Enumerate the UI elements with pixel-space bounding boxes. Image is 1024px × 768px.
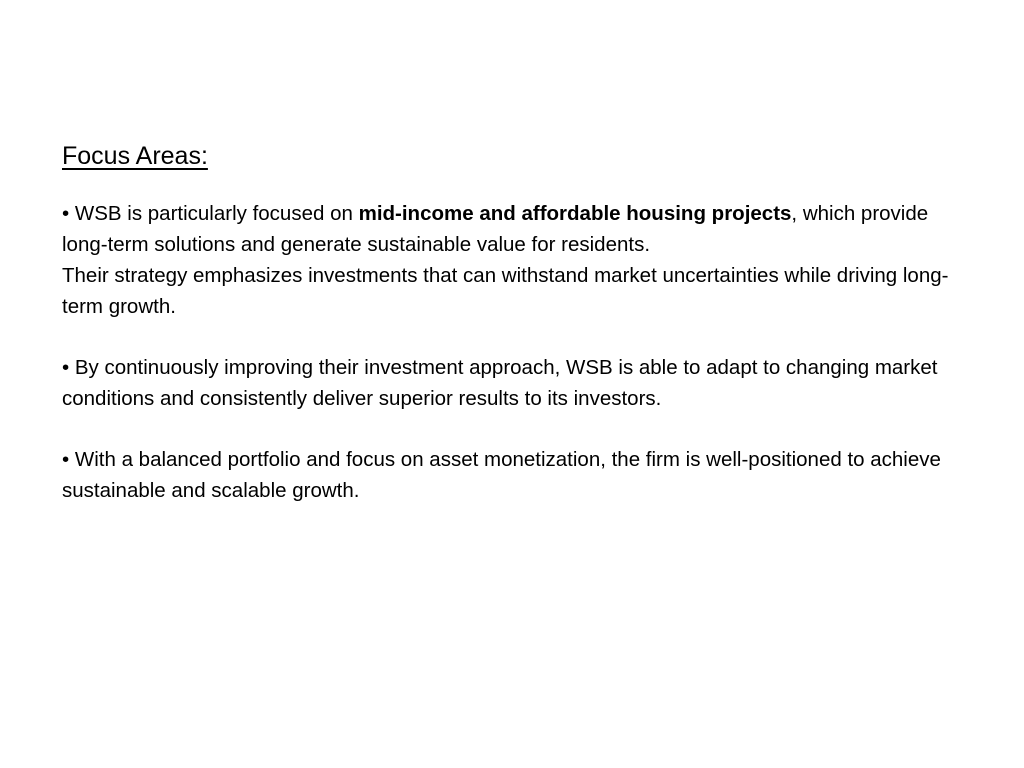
bullet-3-text: With a balanced portfolio and focus on asset monetization, the firm is well-positioned to achieve sustainable and scalable growth. <box>62 448 941 502</box>
bullet-paragraph-1 <box>62 198 962 322</box>
bullet-paragraph-3 <box>62 444 962 506</box>
bullet-icon: • <box>62 356 70 379</box>
slide-title: Focus Areas: <box>62 142 208 170</box>
bullet-paragraph-2 <box>62 352 962 414</box>
bullet-1-text-start: WSB is particularly focused on <box>69 202 359 225</box>
slide-content <box>62 136 962 506</box>
bullet-icon: • <box>62 448 70 471</box>
bullet-2-text: By continuously improving their investment approach, WSB is able to adapt to changing market conditions and consistently deliver superior results to its investors. <box>62 356 938 410</box>
spacer <box>62 414 962 444</box>
bullet-1-bold-text: mid-income and affordable housing projects <box>358 202 792 225</box>
spacer <box>62 322 962 352</box>
bullet-1-extra-text: Their strategy emphasizes investments that can withstand market uncertainties while driving long-term growth. <box>62 264 949 318</box>
bullet-icon: • <box>62 202 70 225</box>
bullet-1-text-end: , which provide long-term solutions and generate sustainable value for residents. <box>62 202 929 256</box>
